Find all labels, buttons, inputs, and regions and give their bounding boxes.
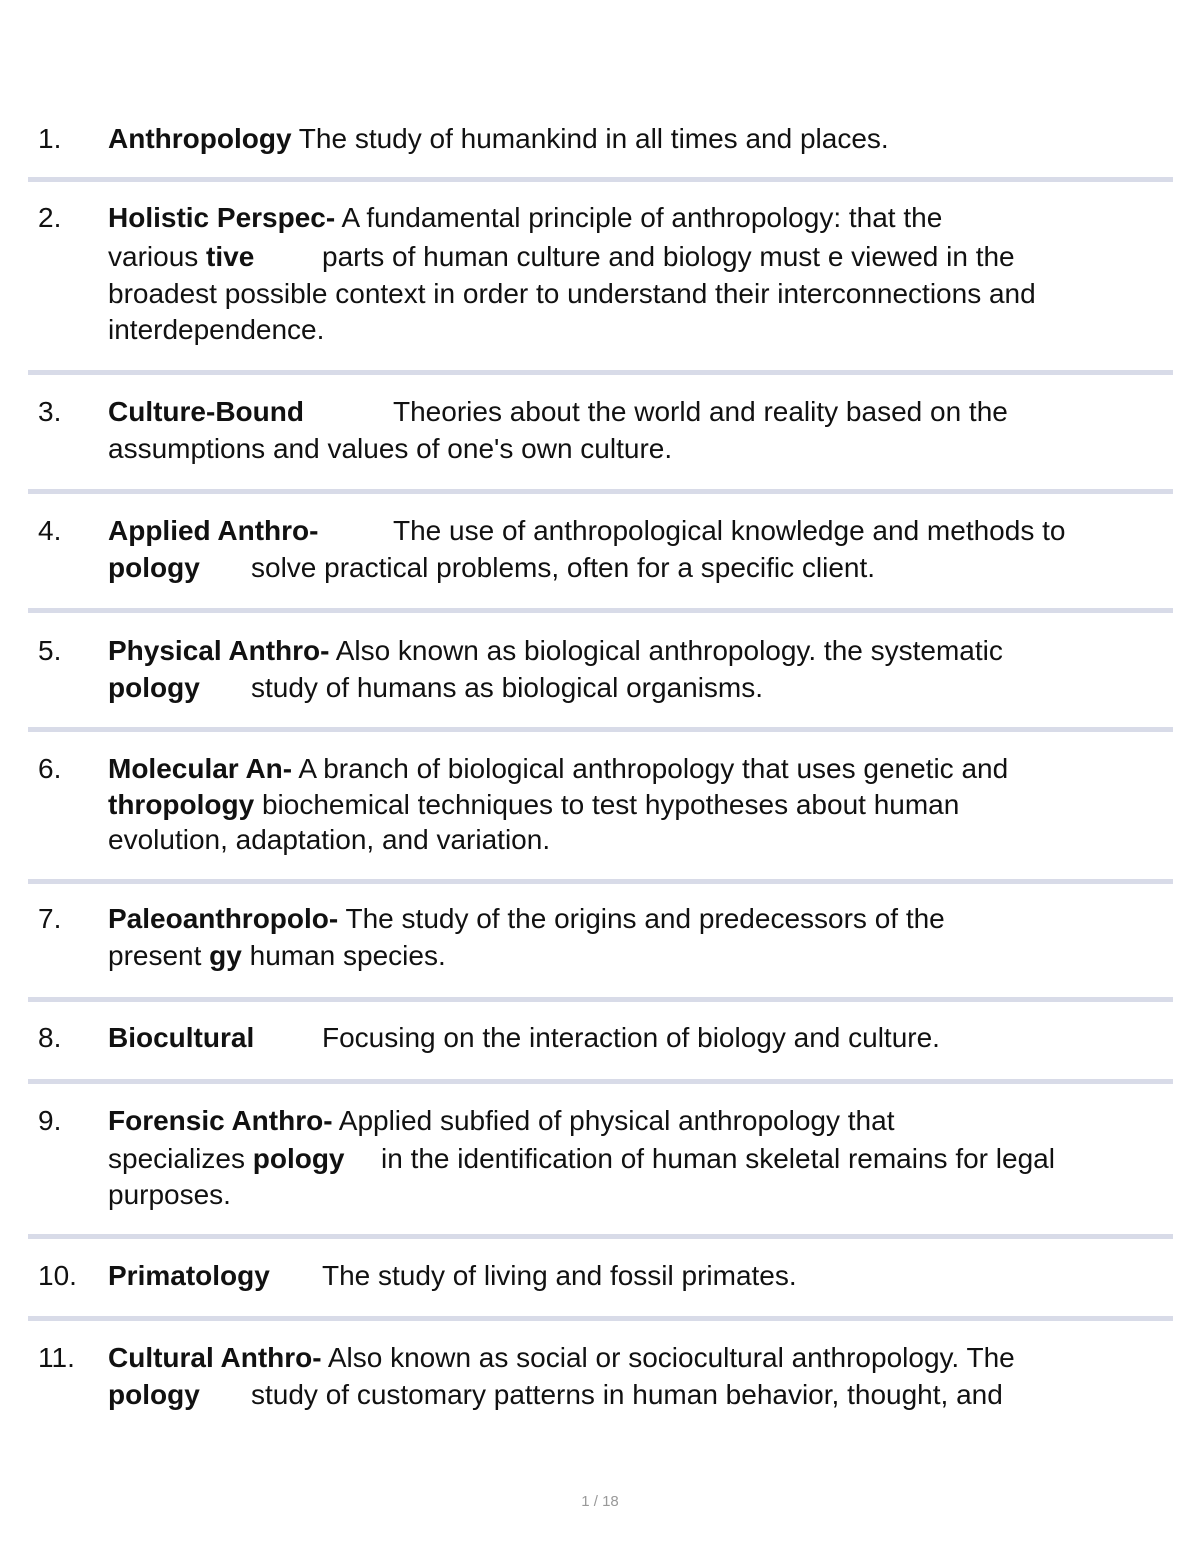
definition-text: Also known as social or sociocultural anthropology. The [321,1342,1015,1373]
term-label: pology [252,1143,345,1174]
entry-number: 4. [38,515,62,546]
entry-line [108,120,889,157]
term-label: pology [108,552,200,583]
definition-text: The study of living and fossil primates. [322,1260,797,1291]
term-label: Anthropology [108,123,292,154]
definition-text: Theories about the world and reality based on the [393,396,1008,427]
entry-number: 6. [38,753,62,784]
definition-text: in the identification of human skeletal remains for legal [381,1143,1055,1174]
term-label: tive [206,241,255,272]
entry-line [108,512,1066,549]
entry-divider [28,727,1173,732]
entry-divider [28,177,1173,182]
entry-line [108,393,1008,430]
entry-line [108,238,1015,275]
term-label: Biocultural [108,1022,255,1053]
definition-text: study of humans as biological organisms. [251,672,764,703]
term-label: Paleoanthropolo- [108,903,339,934]
definition-text: evolution, adaptation, and variation. [108,824,551,855]
definition-text: biochemical techniques to test hypotheses about human [254,789,960,820]
entry-number: 1. [38,123,62,154]
definition-text: A branch of biological anthropology that uses genetic and [292,753,1009,784]
entry-divider [28,370,1173,375]
line-prefix-text: present [108,940,210,971]
term-label: Molecular An- [108,753,293,784]
entry-divider [28,1234,1173,1239]
entry-number: 5. [38,635,62,666]
entry-divider [28,608,1173,613]
definition-text: solve practical problems, often for a specific client. [251,552,876,583]
definition-text: assumptions and values of one's own culture. [108,433,673,464]
entry-number: 8. [38,1022,62,1053]
term-label: Culture-Bound [108,396,304,427]
entry-number: 3. [38,396,62,427]
definition-text: Applied subfied of physical anthropology that [332,1105,895,1136]
definition-text: A fundamental principle of anthropology: that the [335,202,943,233]
entry-line [108,275,1036,312]
entry-number: 9. [38,1105,62,1136]
term-label: thropology [108,789,255,820]
term-label: pology [108,672,200,703]
entry-line [108,549,876,586]
entry-divider [28,489,1173,494]
term-label: Physical Anthro- [108,635,330,666]
definition-text: The study of humankind in all times and places. [291,123,889,154]
entry-line [108,199,942,236]
term-label: Cultural Anthro- [108,1342,322,1373]
entry-number: 7. [38,903,62,934]
definition-text: interdependence. [108,314,325,345]
line-prefix-text: various [108,241,207,272]
definition-text: The use of anthropological knowledge and methods to [393,515,1066,546]
entry-number: 10. [38,1260,77,1291]
entry-line [108,1140,1055,1177]
entry-number: 2. [38,202,62,233]
entry-divider [28,997,1173,1002]
entry-divider [28,1079,1173,1084]
entry-line [108,632,1003,669]
entry-number: 11. [38,1342,75,1373]
definition-text: human species. [241,940,446,971]
definition-text: broadest possible context in order to understand their interconnections and [108,278,1036,309]
entry-line [108,1257,797,1294]
definition-text: Focusing on the interaction of biology and culture. [322,1022,940,1053]
term-label: Forensic Anthro- [108,1105,333,1136]
entry-line [108,937,446,974]
definition-text: Also known as biological anthropology. the systematic [329,635,1003,666]
definition-text: study of customary patterns in human behavior, thought, and [251,1379,1003,1410]
entry-divider [28,1316,1173,1321]
term-label: Applied Anthro- [108,515,319,546]
entry-line [108,430,672,467]
term-label: pology [108,1379,200,1410]
definition-text: purposes. [108,1179,231,1210]
entry-line [108,821,550,858]
entry-divider [28,879,1173,884]
definition-text: The study of the origins and predecessors of the [338,903,945,934]
entry-line [108,311,324,348]
line-prefix-text: specializes [108,1143,253,1174]
term-label: gy [209,940,242,971]
definition-text: parts of human culture and biology must e viewed in the [322,241,1015,272]
entry-line [108,1376,1003,1413]
entry-line [108,900,945,937]
term-label: Holistic Perspec- [108,202,336,233]
term-label: Primatology [108,1260,270,1291]
page-indicator: 1 / 18 [581,1493,619,1510]
entry-line [108,786,959,823]
entry-line [108,1339,1015,1376]
entry-line [108,669,764,706]
entry-line [108,750,1008,787]
entry-line [108,1019,940,1056]
entry-line [108,1176,231,1213]
entry-line [108,1102,894,1139]
